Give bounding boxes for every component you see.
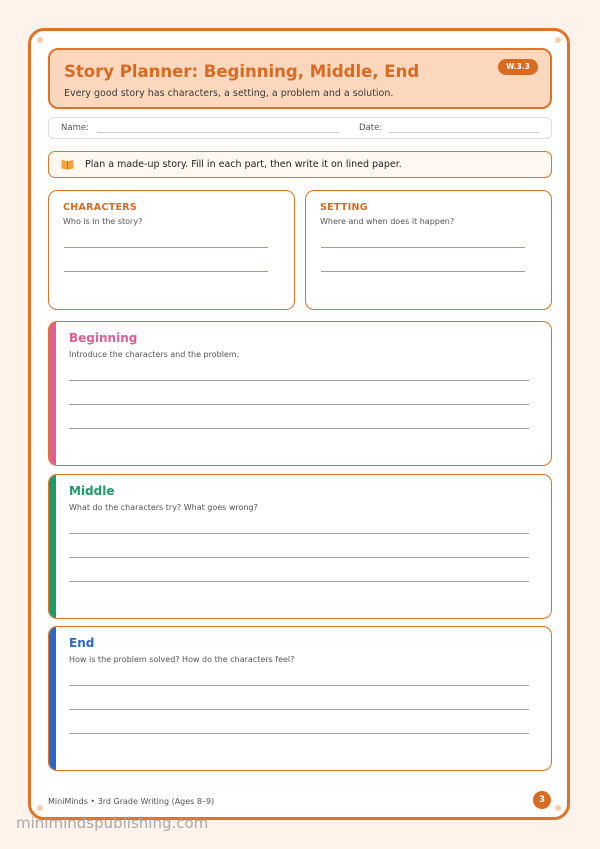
writing-line[interactable] [321,271,525,272]
footer-text: MiniMinds • 3rd Grade Writing (Ages 8–9) [48,797,215,806]
setting-prompt: Where and when does it happen? [320,217,455,226]
watermark: minimindspublishing.com [16,814,209,832]
beginning-title: Beginning [69,331,138,345]
instruction-text: Plan a made-up story. Fill in each part, then write it on lined paper. [85,159,402,170]
book-icon [61,159,74,170]
corner-dot [555,37,561,43]
name-label: Name: [61,123,89,133]
page-subtitle: Every good story has characters, a setting, a problem and a solution. [64,88,394,99]
characters-box [48,190,295,310]
writing-line[interactable] [69,557,529,558]
page-title: Story Planner: Beginning, Middle, End [64,62,420,81]
section-stripe [49,475,56,618]
writing-line[interactable] [321,247,525,248]
date-field[interactable] [389,132,539,133]
writing-line[interactable] [69,733,529,734]
writing-line[interactable] [64,271,268,272]
corner-dot [555,805,561,811]
corner-dot [37,37,43,43]
name-field[interactable] [97,132,339,133]
characters-prompt: Who is in the story? [63,217,143,226]
setting-box [305,190,552,310]
writing-line[interactable] [69,685,529,686]
writing-line[interactable] [69,709,529,710]
instruction-box [48,151,552,178]
end-prompt: How is the problem solved? How do the characters feel? [69,655,295,664]
characters-heading: CHARACTERS [63,202,138,213]
middle-title: Middle [69,484,115,498]
writing-line[interactable] [69,404,529,405]
writing-line[interactable] [69,428,529,429]
date-label: Date: [359,123,383,133]
writing-line[interactable] [69,533,529,534]
name-date-bar [48,117,552,139]
page-number: 3 [533,791,551,809]
middle-prompt: What do the characters try? What goes wrong? [69,503,258,512]
setting-heading: SETTING [320,202,368,213]
standard-badge: W.3.3 [498,59,538,75]
corner-dot [37,805,43,811]
end-title: End [69,636,95,650]
middle-section [48,474,552,619]
header-banner [48,48,552,109]
writing-line[interactable] [69,380,529,381]
beginning-section [48,321,552,466]
section-stripe [49,627,56,770]
beginning-prompt: Introduce the characters and the problem. [69,350,240,359]
writing-line[interactable] [69,581,529,582]
section-stripe [49,322,56,465]
writing-line[interactable] [64,247,268,248]
end-section [48,626,552,771]
